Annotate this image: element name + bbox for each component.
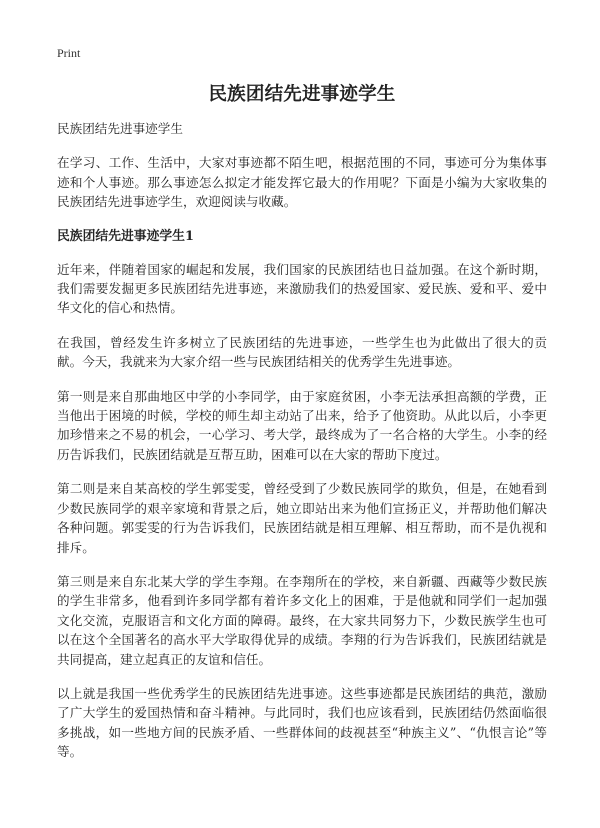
body-paragraph: 第二则是来自某高校的学生郭雯雯，曾经受到了少数民族同学的欺负，但是，在她看到少数民族同学的艰辛家境和背景之后，她立即站出来为他们宣扬正义，并帮助他们解决各种问题。郭雯雯的行为告诉我们，民族团结就是相互理解、相互帮助，而不是仇视和排斥。 (57, 481, 547, 555)
body-paragraph: 近年来，伴随着国家的崛起和发展，我们国家的民族团结也日益加强。在这个新时期，我们需要发掘更多民族团结先进事迹，来激励我们的热爱国家、爱民族、爱和平、爱中华文化的信心和热情。 (57, 261, 547, 316)
body-paragraph: 第一则是来自那曲地区中学的小李同学，由于家庭贫困，小李无法承担高额的学费，正当他出于困境的时候，学校的师生却主动站了出来，给予了他资助。从此以后，小李更加珍惜来之不易的机会，一心学习、考大学，最终成为了一名合格的大学生。小李的经历告诉我们，民族团结就是互帮互助，困难可以在大家的帮助下度过。 (57, 388, 547, 462)
body-paragraph: 在我国，曾经发生许多树立了民族团结的先进事迹，一些学生也为此做出了很大的贡献。今天，我就来为大家介绍一些与民族团结相关的优秀学生先进事迹。 (57, 334, 547, 370)
print-link[interactable]: Print (57, 46, 81, 60)
body-paragraph: 第三则是来自东北某大学的学生李翔。在李翔所在的学校，来自新疆、西藏等少数民族的学生非常多，他看到许多同学都有着许多文化上的困难，于是他就和同学们一起加强文化交流，克服语言和文化方面的障碍。最终，在大家共同努力下，少数民族学生也可以在这个全国著名的高水平大学取得优异的成绩。李翔的行为告诉我们，民族团结就是共同提高，建立起真正的友谊和信任。 (57, 573, 547, 667)
page-title: 民族团结先进事迹学生 (208, 84, 396, 105)
article-body (57, 119, 547, 777)
body-paragraph: 以上就是我国一些优秀学生的民族团结先进事迹。这些事迹都是民族团结的典范，激励了广大学生的爱国热情和奋斗精神。与此同时，我们也应该看到，民族团结仍然面临很多挑战，如一些地方间的民族矛盾、一些群体间的歧视甚至“种族主义”、“仇恨言论”等等。 (57, 685, 547, 760)
intro-paragraph: 在学习、工作、生活中，大家对事迹都不陌生吧，根据范围的不同，事迹可分为集体事迹和个人事迹。那么事迹怎么拟定才能发挥它最大的作用呢？下面是小编为大家收集的民族团结先进事迹学生，欢迎阅读与收藏。 (57, 155, 547, 210)
article-subtitle: 民族团结先进事迹学生 (57, 121, 183, 136)
section-heading: 民族团结先进事迹学生1 (57, 228, 194, 244)
